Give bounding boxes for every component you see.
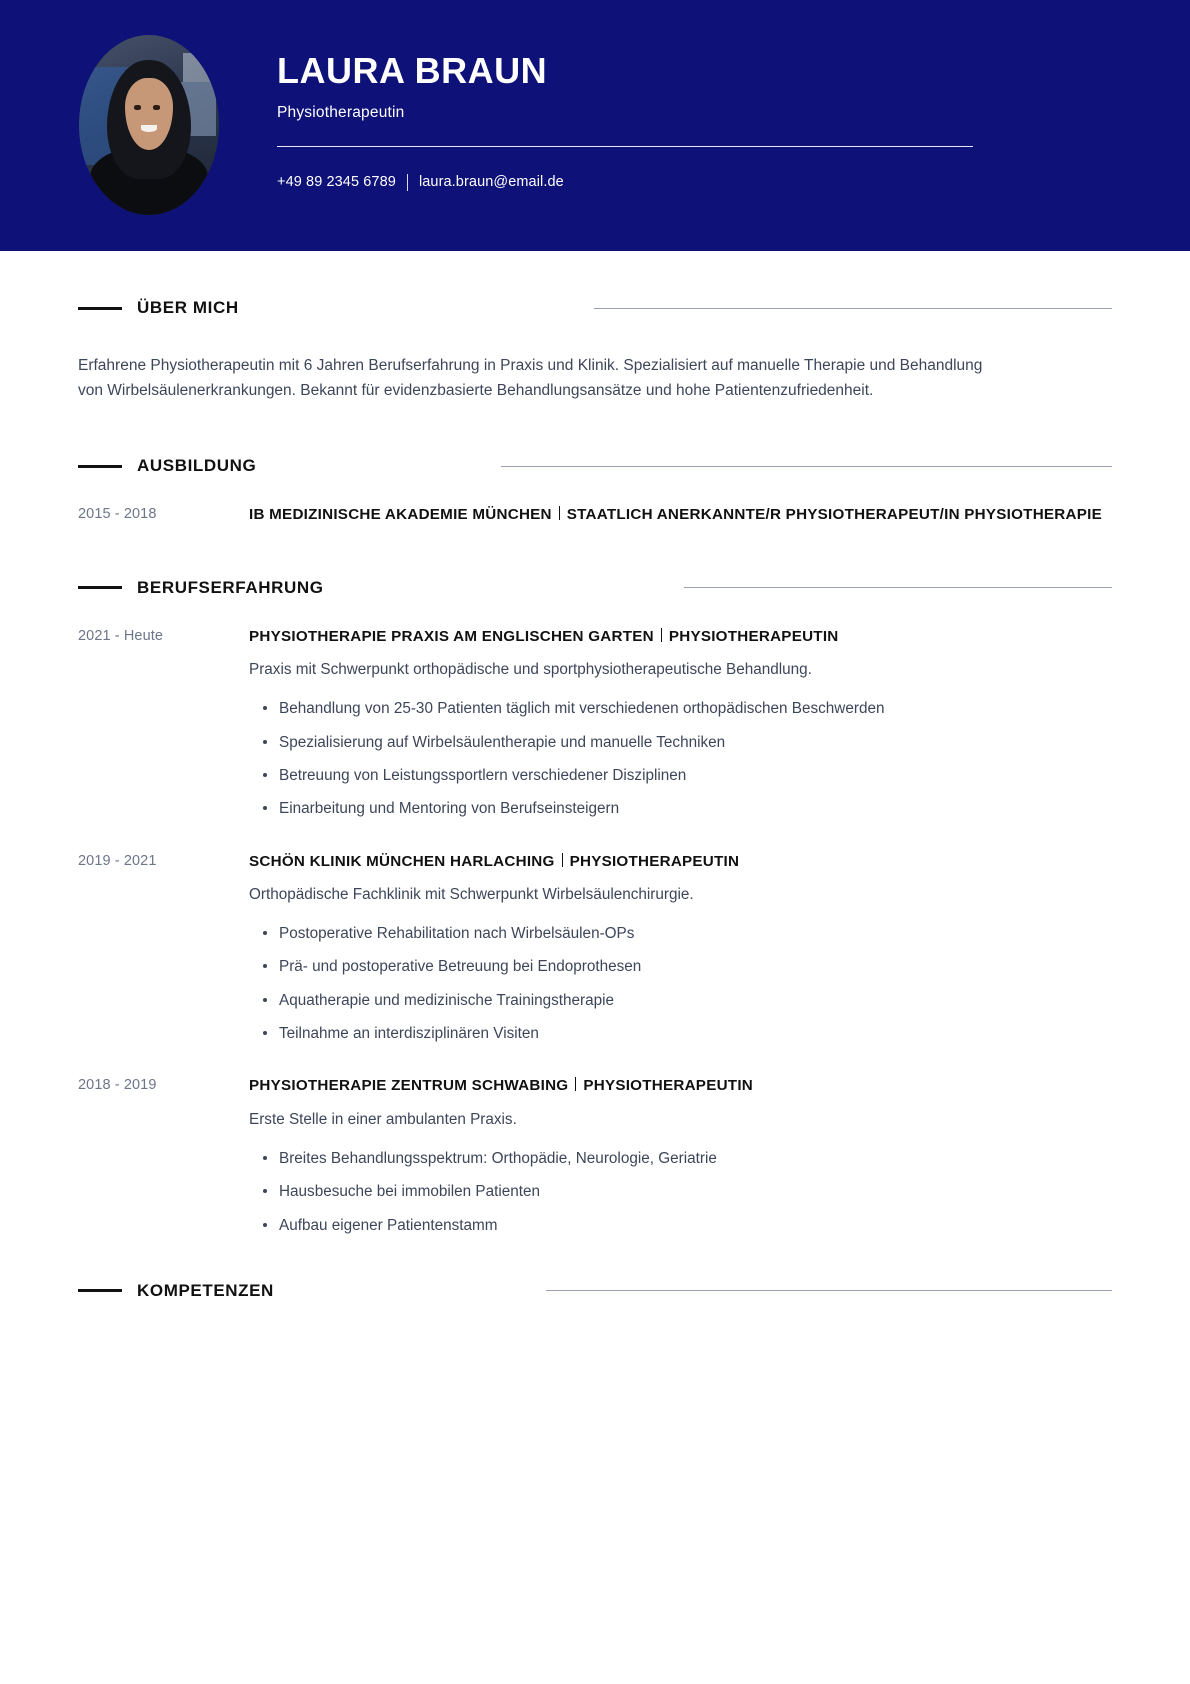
- experience-entry: [78, 851, 1112, 1046]
- section-rule: [501, 466, 1112, 467]
- section-rule: [546, 1290, 1112, 1291]
- list-item: Einarbeitung und Mentoring von Berufseinsteigern: [249, 798, 1112, 820]
- list-item: Prä- und postoperative Betreuung bei Endoprothesen: [249, 956, 1112, 978]
- experience-position: PHYSIOTHERAPEUTIN: [569, 852, 740, 870]
- section-rule: [594, 308, 1112, 309]
- experience-entries: [78, 626, 1112, 1237]
- title-separator: [575, 1077, 576, 1091]
- section-title-experience: BERUFSERFAHRUNG: [137, 577, 324, 597]
- experience-bullets: [249, 698, 1112, 820]
- experience-description: Orthopädische Fachklinik mit Schwerpunkt Wirbelsäulenchirurgie.: [249, 886, 694, 904]
- list-item: Aquatherapie und medizinische Trainingstherapie: [249, 990, 1112, 1012]
- photo-person-eye-left: [134, 105, 141, 109]
- title-separator: [661, 628, 662, 642]
- section-about: [0, 298, 1190, 403]
- list-item: Aufbau eigener Patientenstamm: [249, 1215, 1112, 1237]
- candidate-name: LAURA BRAUN: [277, 50, 548, 91]
- section-dash-icon: [78, 465, 122, 468]
- resume-body: [0, 298, 1190, 1301]
- experience-company: PHYSIOTHERAPIE ZENTRUM SCHWABING: [249, 1077, 569, 1095]
- title-separator: [559, 506, 560, 520]
- experience-title: [249, 626, 1112, 648]
- experience-company: SCHÖN KLINIK MÜNCHEN HARLACHING: [249, 852, 555, 870]
- experience-description: Erste Stelle in einer ambulanten Praxis.: [249, 1111, 517, 1129]
- about-text: Erfahrene Physiotherapeutin mit 6 Jahren Berufserfahrung in Praxis und Klinik. Spezialisiert auf manuelle Therapie und Behandlung von Wirbelsäulenerkrankungen. Bekannt für evidenzbasierte Behandlungsansätze und hohe Patientenzufriedenheit.: [78, 357, 983, 400]
- contact-email: laura.braun@email.de: [418, 174, 564, 191]
- section-title-about: ÜBER MICH: [137, 298, 239, 317]
- list-item: Behandlung von 25-30 Patienten täglich mit verschiedenen orthopädischen Beschwerden: [249, 698, 1112, 720]
- experience-main: [249, 1075, 1112, 1237]
- experience-position: PHYSIOTHERAPEUTIN: [668, 627, 839, 645]
- education-main: [249, 504, 1112, 526]
- list-item: Spezialisierung auf Wirbelsäulentherapie und manuelle Techniken: [249, 732, 1112, 754]
- section-title-skills: KOMPETENZEN: [137, 1280, 274, 1300]
- experience-entry: [78, 1075, 1112, 1237]
- experience-main: [249, 851, 1112, 1046]
- experience-entry: [78, 626, 1112, 821]
- education-entry: [78, 504, 1112, 526]
- header-divider: [277, 146, 973, 147]
- candidate-role: Physiotherapeutin: [277, 103, 405, 121]
- section-experience: [0, 578, 1190, 1237]
- education-date: 2015 - 2018: [78, 506, 157, 523]
- list-item: Hausbesuche bei immobilen Patienten: [249, 1181, 1112, 1203]
- education-qualification: STAATLICH ANERKANNTE/R PHYSIOTHERAPEUT/IN PHYSIOTHERAPIE: [566, 506, 1102, 524]
- header-text-block: [277, 52, 973, 191]
- experience-description: Praxis mit Schwerpunkt orthopädische und sportphysiotherapeutische Behandlung.: [249, 661, 812, 679]
- contact-separator: [407, 174, 408, 191]
- section-title-education: AUSBILDUNG: [137, 456, 257, 476]
- contact-phone: +49 89 2345 6789: [277, 174, 396, 191]
- contact-line: [277, 174, 973, 191]
- list-item: Teilnahme an interdisziplinären Visiten: [249, 1023, 1112, 1045]
- photo-background-shape: [183, 53, 211, 82]
- list-item: Betreuung von Leistungssportlern verschiedener Disziplinen: [249, 765, 1112, 787]
- experience-date: 2018 - 2019: [78, 1077, 157, 1094]
- education-entries: [78, 504, 1112, 526]
- experience-main: [249, 626, 1112, 821]
- section-dash-icon: [78, 1289, 122, 1292]
- section-header-skills: [78, 1281, 1112, 1301]
- experience-bullets: [249, 923, 1112, 1045]
- section-header-about: [78, 298, 1112, 318]
- section-rule: [684, 587, 1112, 588]
- section-skills: [0, 1281, 1190, 1301]
- section-header-education: [78, 456, 1112, 476]
- resume-header: [0, 0, 1190, 251]
- title-separator: [562, 853, 563, 867]
- experience-company: PHYSIOTHERAPIE PRAXIS AM ENGLISCHEN GARTEN: [249, 627, 654, 645]
- photo-person-eye-right: [153, 105, 160, 109]
- list-item: Postoperative Rehabilitation nach Wirbelsäulen-OPs: [249, 923, 1112, 945]
- section-header-experience: [78, 578, 1112, 598]
- section-education: [0, 456, 1190, 526]
- section-dash-icon: [78, 586, 122, 589]
- experience-title: [249, 851, 1112, 873]
- experience-position: PHYSIOTHERAPEUTIN: [583, 1077, 754, 1095]
- education-title: [249, 504, 1112, 526]
- list-item: Breites Behandlungsspektrum: Orthopädie, Neurologie, Geriatrie: [249, 1148, 1112, 1170]
- experience-date: 2019 - 2021: [78, 852, 157, 869]
- experience-bullets: [249, 1148, 1112, 1237]
- experience-date: 2021 - Heute: [78, 627, 164, 644]
- section-dash-icon: [78, 307, 122, 310]
- experience-title: [249, 1075, 1112, 1097]
- avatar-photo: [79, 35, 219, 215]
- avatar: [79, 35, 219, 215]
- education-institution: IB MEDIZINISCHE AKADEMIE MÜNCHEN: [249, 506, 552, 524]
